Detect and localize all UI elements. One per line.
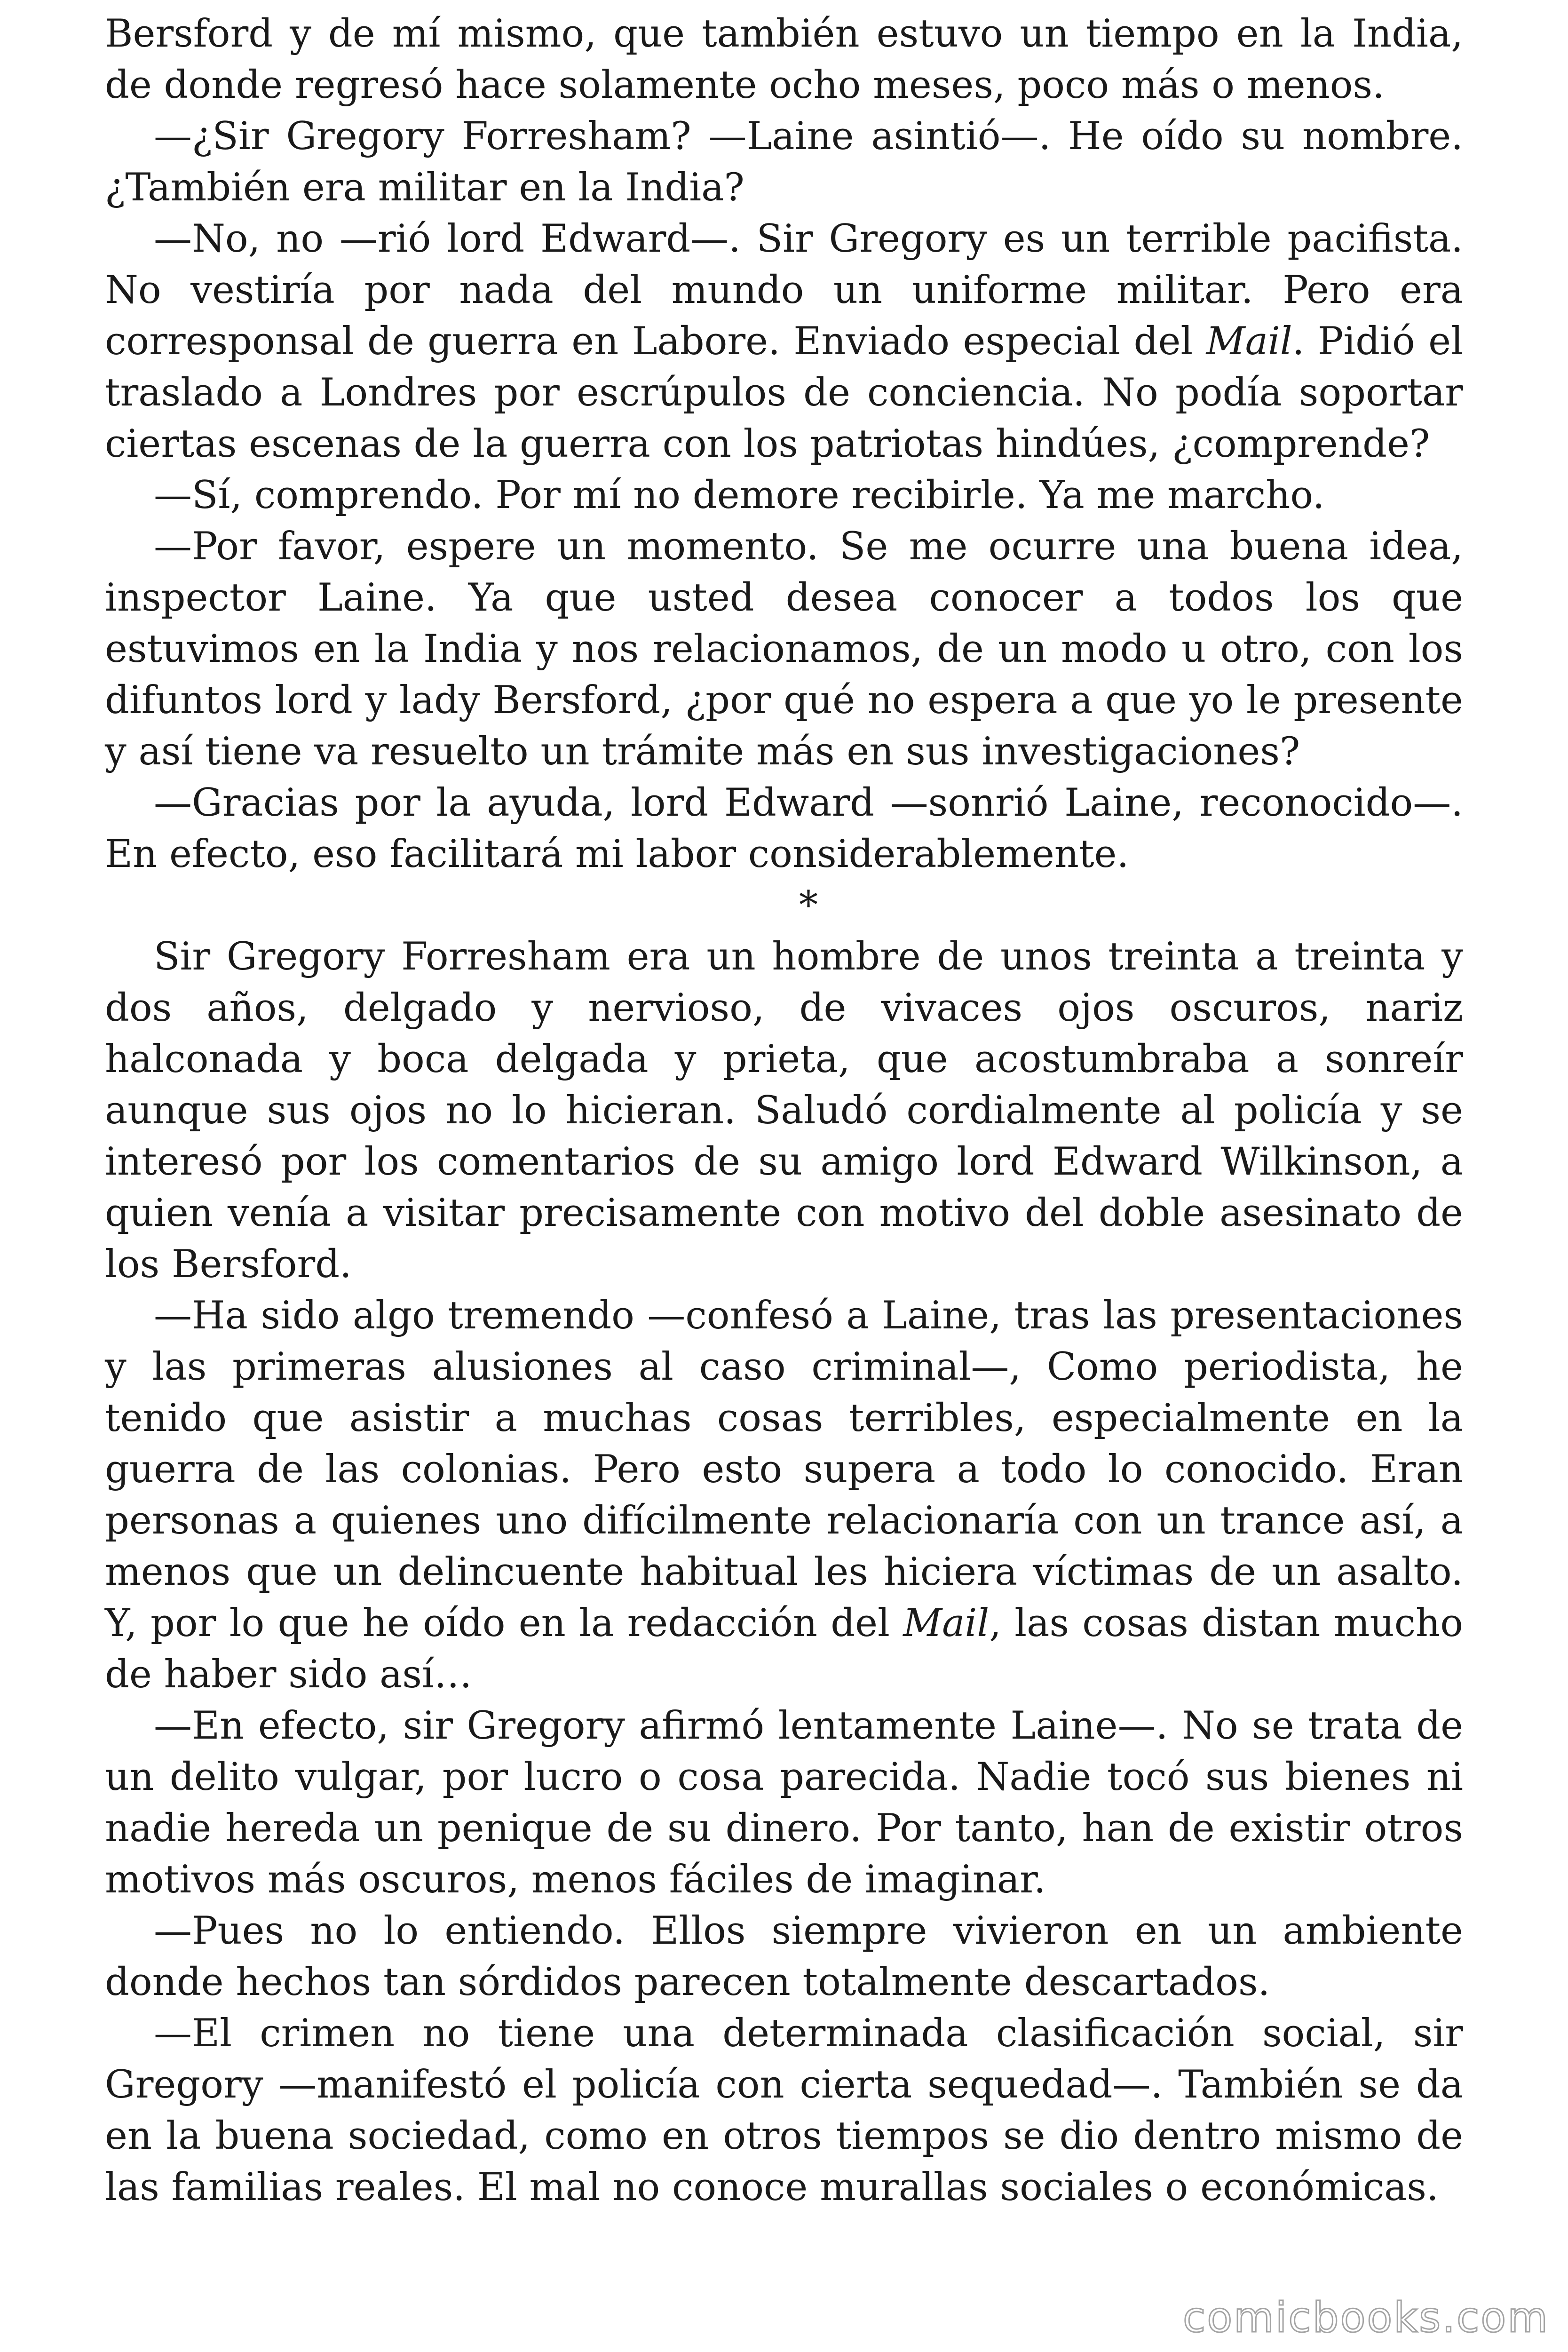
page-text-body xyxy=(105,8,1463,2213)
section-after-break xyxy=(105,931,1463,2213)
paragraph-dialogue xyxy=(105,1906,1463,2008)
paragraph-text: —Ha sido algo tremendo —confesó a Laine, tras las presentaciones y las primeras alusiones al caso criminal—, Como periodista, he tenido que asistir a muchas cosas terribles, especialmente en la guerra de las colonias. Pero esto supera a todo lo conocido. Eran personas a quienes uno difícilmente relacionaría con un trance así, a menos que un delincuente habitual les hiciera víctimas de un asalto. Y, por lo que he oído en la redacción del xyxy=(105,1294,1463,1645)
paragraph-text: Sir Gregory Forresham era un hombre de unos treinta a treinta y dos años, delgado y nervioso, de vivaces ojos oscuros, nariz halconada y boca delgada y prieta, que acostumbraba a sonreír aunque sus ojos no lo hicieran. Saludó cordialmente al policía y se interesó por los comentarios de su amigo lord Edward Wilkinson, a quien venía a visitar precisamente con motivo del doble asesinato de los Bersford. xyxy=(105,935,1463,1287)
paragraph-text: —Por favor, espere un momento. Se me ocurre una buena idea, inspector Laine. Ya que usted desea conocer a todos los que estuvimos en la India y nos relacionamos, de un modo u otro, con los difuntos lord y lady Bersford, ¿por qué no espera a que yo le presente y así tiene va resuelto un trámite más en sus investigaciones? xyxy=(105,524,1463,774)
paragraph-text: —En efecto, sir Gregory afirmó lentamente Laine—. No se trata de un delito vulgar, por lucro o cosa parecida. Nadie tocó sus bienes ni nadie hereda un penique de su dinero. Por tanto, han de existir otros motivos más oscuros, menos fáciles de imaginar. xyxy=(105,1704,1463,1902)
paragraph-text: —Sí, comprendo. Por mí no demore recibirle. Ya me marcho. xyxy=(154,473,1325,517)
paragraph-text: —Gracias por la ayuda, lord Edward —sonrió Laine, reconocido—. En efecto, eso facilitará mi labor considerablemente. xyxy=(105,781,1463,876)
paragraph-text: —El crimen no tiene una determinada clasificación social, sir Gregory —manifestó el policía con cierta sequedad—. También se da en la buena sociedad, como en otros tiempos se dio dentro mismo de las familias reales. El mal no conoce murallas sociales o económicas. xyxy=(105,2011,1463,2209)
paragraph-dialogue xyxy=(105,2008,1463,2213)
italic-title: Mail xyxy=(903,1601,990,1645)
paragraph-text: —¿Sir Gregory Forresham? —Laine asintió—. He oído su nombre. ¿También era militar en la India? xyxy=(105,114,1463,210)
watermark-text: comicbooks.com xyxy=(1182,2293,1549,2342)
paragraph-narration xyxy=(105,931,1463,1290)
paragraph-dialogue xyxy=(105,470,1463,521)
paragraph-dialogue xyxy=(105,521,1463,778)
paragraph-dialogue xyxy=(105,1700,1463,1906)
paragraph-dialogue xyxy=(105,1290,1463,1700)
section-separator: * xyxy=(799,883,818,928)
paragraph-dialogue xyxy=(105,778,1463,880)
paragraph-text: Bersford y de mí mismo, que también estuvo un tiempo en la India, de donde regresó hace solamente ocho meses, poco más o menos. xyxy=(105,12,1463,107)
section-before-break xyxy=(105,8,1463,880)
paragraph-continuation xyxy=(105,8,1463,111)
paragraph-text: , las cosas distan mucho de haber sido así… xyxy=(105,1601,1463,1697)
paragraph-text: . Pidió el traslado a Londres por escrúpulos de conciencia. No podía soportar ciertas escenas de la guerra con los patriotas hindúes, ¿comprende? xyxy=(105,319,1463,466)
paragraph-text: —No, no —rió lord Edward—. Sir Gregory es un terrible pacifista. No vestiría por nada del mundo un uniforme militar. Pero era corresponsal de guerra en Labore. Enviado especial del xyxy=(105,217,1463,364)
paragraph-text: —Pues no lo entiendo. Ellos siempre vivieron en un ambiente donde hechos tan sórdidos parecen totalmente descartados. xyxy=(105,1909,1463,2004)
italic-title: Mail xyxy=(1206,319,1292,364)
paragraph-dialogue xyxy=(105,111,1463,214)
paragraph-dialogue xyxy=(105,214,1463,470)
